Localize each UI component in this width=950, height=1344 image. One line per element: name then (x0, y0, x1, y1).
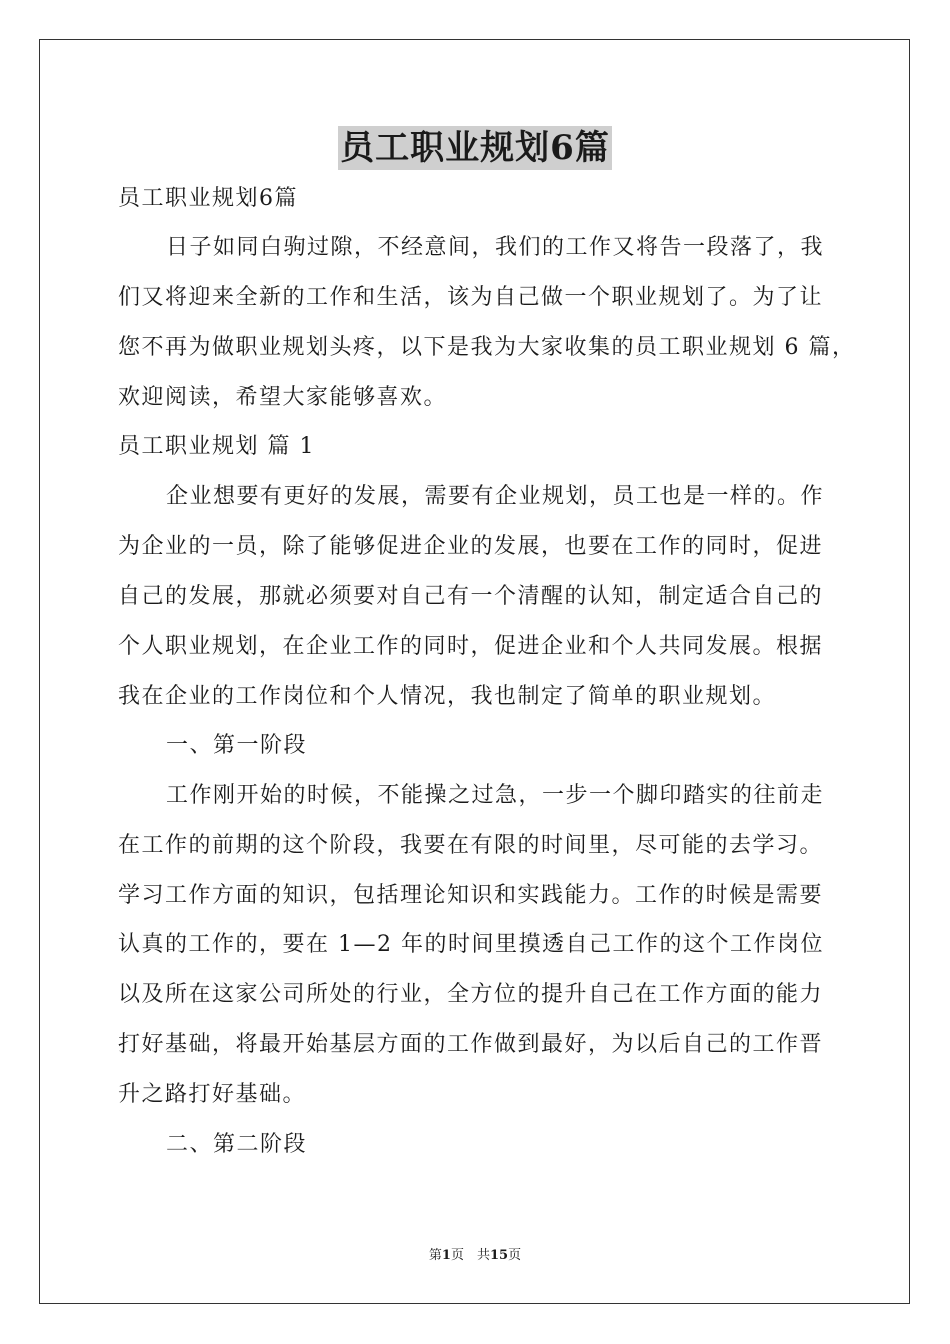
subtitle-line: 员工职业规划6篇 (118, 186, 298, 211)
title-block (0, 126, 950, 170)
paragraph-line: 认真的工作的，要在 1—2 年的时间里摸透自己工作的这个工作岗位 (118, 932, 824, 957)
paragraph-line: 我在企业的工作岗位和个人情况，我也制定了简单的职业规划。 (118, 684, 777, 709)
section-heading: 员工职业规划 篇 1 (118, 434, 315, 459)
footer-suffix: 页 (508, 1248, 522, 1263)
paragraph-line: 企业想要有更好的发展，需要有企业规划，员工也是一样的。作 (166, 484, 825, 509)
paragraph-line: 为企业的一员，除了能够促进企业的发展，也要在工作的同时，促进 (118, 534, 824, 559)
footer-prefix: 第 (428, 1248, 442, 1263)
subsection-heading: 一、第一阶段 (166, 733, 308, 758)
paragraph-line: 个人职业规划，在企业工作的同时，促进企业和个人共同发展。根据 (118, 634, 824, 659)
document-title: 员工职业规划6篇 (340, 128, 610, 168)
paragraph-line: 日子如同白驹过隙，不经意间，我们的工作又将告一段落了，我 (166, 235, 825, 260)
paragraph-line: 自己的发展，那就必须要对自己有一个清醒的认知，制定适合自己的 (118, 584, 824, 609)
page-footer (0, 1247, 950, 1265)
footer-middle: 页 共 (450, 1248, 490, 1263)
footer-current-page: 1 (441, 1248, 451, 1263)
paragraph-line: 在工作的前期的这个阶段，我要在有限的时间里，尽可能的去学习。 (118, 833, 824, 858)
paragraph-line: 以及所在这家公司所处的行业，全方位的提升自己在工作方面的能力 (118, 982, 824, 1007)
paragraph-line: 打好基础，将最开始基层方面的工作做到最好，为以后自己的工作晋 (118, 1032, 824, 1057)
paragraph-line: 欢迎阅读，希望大家能够喜欢。 (118, 385, 448, 410)
paragraph-line: 们又将迎来全新的工作和生活，该为自己做一个职业规划了。为了让 (118, 285, 824, 310)
subsection-heading: 二、第二阶段 (166, 1132, 308, 1157)
paragraph-line: 您不再为做职业规划头疼，以下是我为大家收集的员工职业规划 6 篇， (118, 335, 856, 360)
paragraph-line: 学习工作方面的知识，包括理论知识和实践能力。工作的时候是需要 (118, 883, 824, 908)
page-border (39, 39, 910, 1304)
paragraph-line: 工作刚开始的时候，不能操之过急，一步一个脚印踏实的往前走 (166, 783, 825, 808)
footer-total-pages: 15 (489, 1248, 509, 1263)
paragraph-line: 升之路打好基础。 (118, 1082, 307, 1107)
